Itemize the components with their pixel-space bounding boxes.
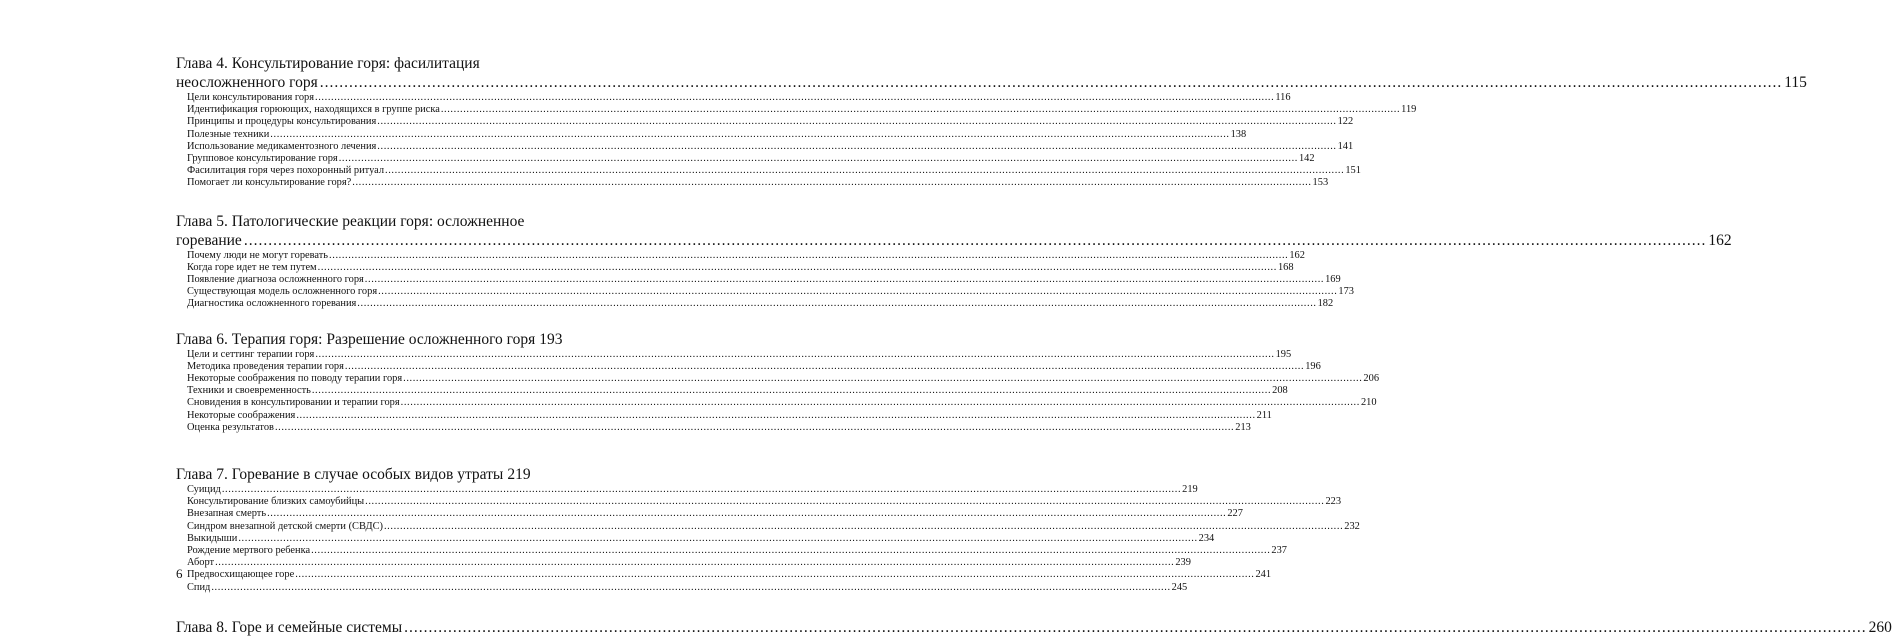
dot-leader: ............................................................................................................................................................................................................................................................................................................ xyxy=(338,153,1298,165)
dot-leader: ............................................................................................................................................................................................................................................................................................................ xyxy=(400,397,1360,409)
dot-leader: ............................................................................................................................................................................................................................................................................................................ xyxy=(215,557,1175,569)
section-title: Принципы и процедуры консультирования xyxy=(187,116,377,128)
dot-leader: ............................................................................................................................................................................................................................................................................................................ xyxy=(317,261,1277,273)
dot-leader: ............................................................................................................................................................................................................................................................................................................ xyxy=(404,618,1867,636)
chapter-title: Глава 7. Горевание в случае особых видов утраты xyxy=(176,466,504,484)
chapter-entry xyxy=(176,73,1807,92)
chapter-page-number: 260 xyxy=(1868,618,1892,636)
dot-leader: ............................................................................................................................................................................................................................................................................................................ xyxy=(243,231,1707,249)
section-title: Предвосхищающее горе xyxy=(187,569,295,581)
section-entry xyxy=(187,557,1191,569)
dot-leader: ............................................................................................................................................................................................................................................................................................................ xyxy=(315,92,1275,103)
section-entry xyxy=(187,360,1321,373)
section-title: Групповое консультирование горя xyxy=(187,153,338,165)
section-entry xyxy=(187,409,1272,422)
section-title: Суицид xyxy=(187,484,221,496)
section-title: Фасилитация горя через похоронный ритуал xyxy=(187,165,385,177)
chapter-entry xyxy=(176,231,1732,250)
chapter-entry xyxy=(176,618,1892,637)
section-page-number: 153 xyxy=(1312,177,1329,189)
dot-leader: ............................................................................................................................................................................................................................................................................................................ xyxy=(319,74,1783,91)
section-page-number: 210 xyxy=(1360,397,1377,409)
section-entry xyxy=(187,274,1341,286)
section-page-number: 195 xyxy=(1275,348,1292,360)
section-entry xyxy=(187,385,1288,397)
chapter-entry xyxy=(176,330,563,349)
section-title: Цели и сеттинг терапии горя xyxy=(187,348,315,360)
section-page-number: 168 xyxy=(1277,261,1294,273)
chapter-page-number: 115 xyxy=(1784,74,1807,91)
section-title: Некоторые соображения по поводу терапии горя xyxy=(187,373,403,385)
section-entry xyxy=(187,397,1377,409)
section-title: Внезапная смерть xyxy=(187,508,267,520)
chapter-title: неосложненного горя xyxy=(176,74,318,91)
section-page-number: 206 xyxy=(1363,373,1380,385)
chapter-entry xyxy=(176,465,531,484)
section-page-number: 219 xyxy=(1182,484,1198,496)
dot-leader: ............................................................................................................................................................................................................................................................................................................ xyxy=(211,581,1171,593)
page-number: 6 xyxy=(176,566,183,581)
chapter-page-number: 193 xyxy=(539,330,563,348)
dot-leader: ............................................................................................................................................................................................................................................................................................................ xyxy=(295,569,1255,581)
section-page-number: 239 xyxy=(1175,557,1191,569)
section-page-number: 122 xyxy=(1337,116,1354,128)
section-title: Когда горе идет не тем путем xyxy=(187,261,317,273)
toc-chapter xyxy=(176,330,1380,434)
section-title: Полезные техники xyxy=(187,128,270,140)
section-title: Помогает ли консультирование горя? xyxy=(187,177,352,189)
section-page-number: 241 xyxy=(1255,569,1272,581)
section-page-number: 119 xyxy=(1401,104,1417,116)
section-page-number: 237 xyxy=(1271,545,1287,557)
section-page-number: 138 xyxy=(1230,128,1247,140)
dot-leader: ............................................................................................................................................................................................................................................................................................................ xyxy=(377,140,1337,152)
dot-leader: ............................................................................................................................................................................................................................................................................................................ xyxy=(270,128,1230,140)
dot-leader: ............................................................................................................................................................................................................................................................................................................ xyxy=(403,373,1363,385)
dot-leader: ............................................................................................................................................................................................................................................................................................................ xyxy=(378,286,1338,298)
dot-leader: ............................................................................................................................................................................................................................................................................................................ xyxy=(385,165,1345,177)
section-page-number: 234 xyxy=(1198,532,1215,544)
chapter-title-line: Глава 4. Консультирование горя: фасилитация xyxy=(176,55,480,72)
section-title: Техники и своевременность xyxy=(187,385,311,397)
section-list xyxy=(187,348,1380,434)
section-page-number: 182 xyxy=(1317,298,1334,310)
chapter-page-number: 219 xyxy=(507,466,531,484)
section-entry xyxy=(187,165,1361,177)
toc-chapter xyxy=(176,212,1732,311)
section-page-number: 213 xyxy=(1235,421,1251,433)
section-entry xyxy=(187,520,1360,533)
dot-leader: ............................................................................................................................................................................................................................................................................................................ xyxy=(364,274,1325,286)
section-page-number: 223 xyxy=(1325,496,1342,508)
section-title: Некоторые соображения xyxy=(187,409,296,421)
section-title: Оценка результатов xyxy=(187,421,274,433)
chapter-title: горевание xyxy=(176,231,242,249)
dot-leader: ............................................................................................................................................................................................................................................................................................................ xyxy=(274,421,1235,433)
section-title: Спид xyxy=(187,581,211,593)
section-page-number: 141 xyxy=(1337,140,1354,152)
section-entry xyxy=(187,532,1215,545)
dot-leader: ............................................................................................................................................................................................................................................................................................................ xyxy=(238,532,1198,544)
dot-leader: ............................................................................................................................................................................................................................................................................................................ xyxy=(357,298,1317,310)
dot-leader: ............................................................................................................................................................................................................................................................................................................ xyxy=(352,177,1312,189)
chapter-page-number: 162 xyxy=(1708,231,1732,249)
dot-leader: ............................................................................................................................................................................................................................................................................................................ xyxy=(440,104,1401,116)
toc-chapter xyxy=(176,618,1892,637)
section-entry xyxy=(187,286,1354,298)
section-title: Цели консультирования горя xyxy=(187,92,315,103)
section-title: Выкидыши xyxy=(187,532,238,544)
section-title: Диагностика осложненного горевания xyxy=(187,298,357,310)
dot-leader: ............................................................................................................................................................................................................................................................................................................ xyxy=(377,116,1337,128)
chapter-title-line: Глава 5. Патологические реакции горя: осложненное xyxy=(176,212,525,230)
section-list xyxy=(187,92,1417,190)
dot-leader: ............................................................................................................................................................................................................................................................................................................ xyxy=(221,484,1182,496)
section-page-number: 169 xyxy=(1325,274,1341,286)
dot-leader: ............................................................................................................................................................................................................................................................................................................ xyxy=(315,348,1275,360)
dot-leader: ............................................................................................................................................................................................................................................................................................................ xyxy=(296,409,1256,421)
section-entry xyxy=(187,569,1272,581)
section-title: Аборт xyxy=(187,557,215,569)
section-entry xyxy=(187,104,1417,116)
section-entry xyxy=(187,581,1188,594)
dot-leader: ............................................................................................................................................................................................................................................................................................................ xyxy=(365,496,1325,508)
section-entry xyxy=(187,508,1243,520)
dot-leader: ............................................................................................................................................................................................................................................................................................................ xyxy=(344,360,1305,372)
section-page-number: 116 xyxy=(1275,92,1291,103)
section-page-number: 196 xyxy=(1305,360,1321,372)
toc-chapter xyxy=(176,465,1360,594)
table-of-contents xyxy=(176,54,1892,637)
section-list xyxy=(187,484,1360,594)
section-entry xyxy=(187,153,1315,165)
section-page-number: 173 xyxy=(1338,286,1354,298)
section-title: Сновидения в консультировании и терапии горя xyxy=(187,397,400,409)
section-title: Методика проведения терапии горя xyxy=(187,360,344,372)
section-page-number: 245 xyxy=(1171,581,1188,593)
section-page-number: 162 xyxy=(1289,249,1305,261)
section-page-number: 232 xyxy=(1344,520,1360,532)
section-page-number: 151 xyxy=(1345,165,1361,177)
toc-chapter xyxy=(176,54,1807,190)
section-entry xyxy=(187,348,1292,361)
section-page-number: 142 xyxy=(1298,153,1315,165)
dot-leader: ............................................................................................................................................................................................................................................................................................................ xyxy=(383,520,1344,532)
section-title: Идентификация горюющих, находящихся в группе риска xyxy=(187,104,440,116)
chapter-title: Глава 6. Терапия горя: Разрешение осложненного горя xyxy=(176,330,536,348)
section-entry xyxy=(187,116,1354,128)
section-entry xyxy=(187,177,1329,189)
section-title: Существующая модель осложненного горя xyxy=(187,286,378,298)
section-list xyxy=(187,249,1354,311)
dot-leader: ............................................................................................................................................................................................................................................................................................................ xyxy=(311,385,1272,397)
section-entry xyxy=(187,496,1342,508)
section-title: Синдром внезапной детской смерти (СВДС) xyxy=(187,520,383,532)
section-entry xyxy=(187,249,1305,262)
section-entry xyxy=(187,298,1334,310)
section-entry xyxy=(187,545,1287,557)
section-entry xyxy=(187,421,1251,434)
section-entry xyxy=(187,128,1247,141)
section-title: Почему люди не могут горевать xyxy=(187,249,329,261)
section-entry xyxy=(187,140,1354,153)
section-page-number: 208 xyxy=(1272,385,1288,397)
section-title: Использование медикаментозного лечения xyxy=(187,140,377,152)
section-title: Консультирование близких самоубийцы xyxy=(187,496,365,508)
dot-leader: ............................................................................................................................................................................................................................................................................................................ xyxy=(311,545,1271,557)
section-entry xyxy=(187,373,1380,385)
chapter-title: Глава 8. Горе и семейные системы xyxy=(176,618,403,636)
dot-leader: ............................................................................................................................................................................................................................................................................................................ xyxy=(267,508,1227,520)
section-entry xyxy=(187,261,1294,274)
section-entry xyxy=(187,484,1198,496)
section-title: Появление диагноза осложненного горя xyxy=(187,274,364,286)
section-title: Рождение мертвого ребенка xyxy=(187,545,311,557)
section-entry xyxy=(187,92,1291,104)
section-page-number: 227 xyxy=(1227,508,1243,520)
section-page-number: 211 xyxy=(1256,409,1272,421)
dot-leader: ............................................................................................................................................................................................................................................................................................................ xyxy=(329,249,1289,261)
